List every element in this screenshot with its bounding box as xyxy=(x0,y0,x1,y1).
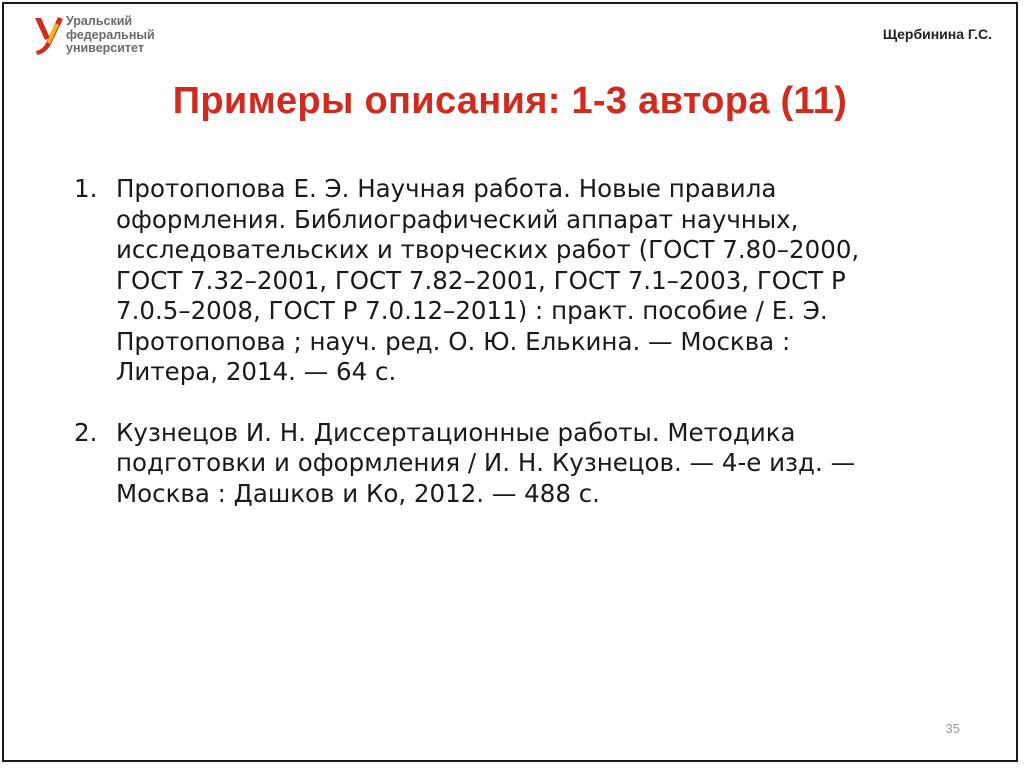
slide-title: Примеры описания: 1-3 автора (11) xyxy=(172,80,848,122)
reference-number: 2. xyxy=(74,417,98,447)
reference-text-line: ГОСТ 7.32–2001, ГОСТ 7.82–2001, ГОСТ 7.1–2003, ГОСТ Р xyxy=(116,265,846,295)
university-logo-icon xyxy=(32,14,66,58)
university-name-line: университет xyxy=(66,41,144,55)
reference-text-line: оформления. Библиографический аппарат научных, xyxy=(116,204,799,234)
university-name-line: Уральский xyxy=(66,14,133,28)
slide xyxy=(2,2,1018,762)
university-name xyxy=(66,15,155,56)
reference-list xyxy=(74,174,994,509)
reference-text-line: Протопопова Е. Э. Научная работа. Новые правила xyxy=(116,174,777,203)
university-logo xyxy=(32,14,192,58)
reference-text-line: исследовательских и творческих работ (ГОСТ 7.80–2000, xyxy=(116,235,860,264)
reference-number: 1. xyxy=(74,174,98,203)
reference-item xyxy=(74,418,994,510)
reference-item xyxy=(74,174,994,388)
reference-text-line: 7.0.5–2008, ГОСТ Р 7.0.12–2011) : практ. пособие / Е. Э. xyxy=(116,296,828,325)
reference-text-line: Кузнецов И. Н. Диссертационные работы. Методика xyxy=(116,417,796,447)
author-name: Щербинина Г.С. xyxy=(882,26,992,42)
reference-text-line: подготовки и оформления / И. Н. Кузнецов. — 4-е изд. — xyxy=(116,448,856,477)
page-number: 35 xyxy=(945,721,960,736)
reference-text-line: Москва : Дашков и Ко, 2012. — 488 с. xyxy=(116,478,600,508)
university-name-line: федеральный xyxy=(66,27,155,42)
reference-text-line: Протопопова ; науч. ред. О. Ю. Елькина. — Москва : xyxy=(116,326,791,356)
reference-text-line: Литера, 2014. — 64 с. xyxy=(116,357,397,386)
